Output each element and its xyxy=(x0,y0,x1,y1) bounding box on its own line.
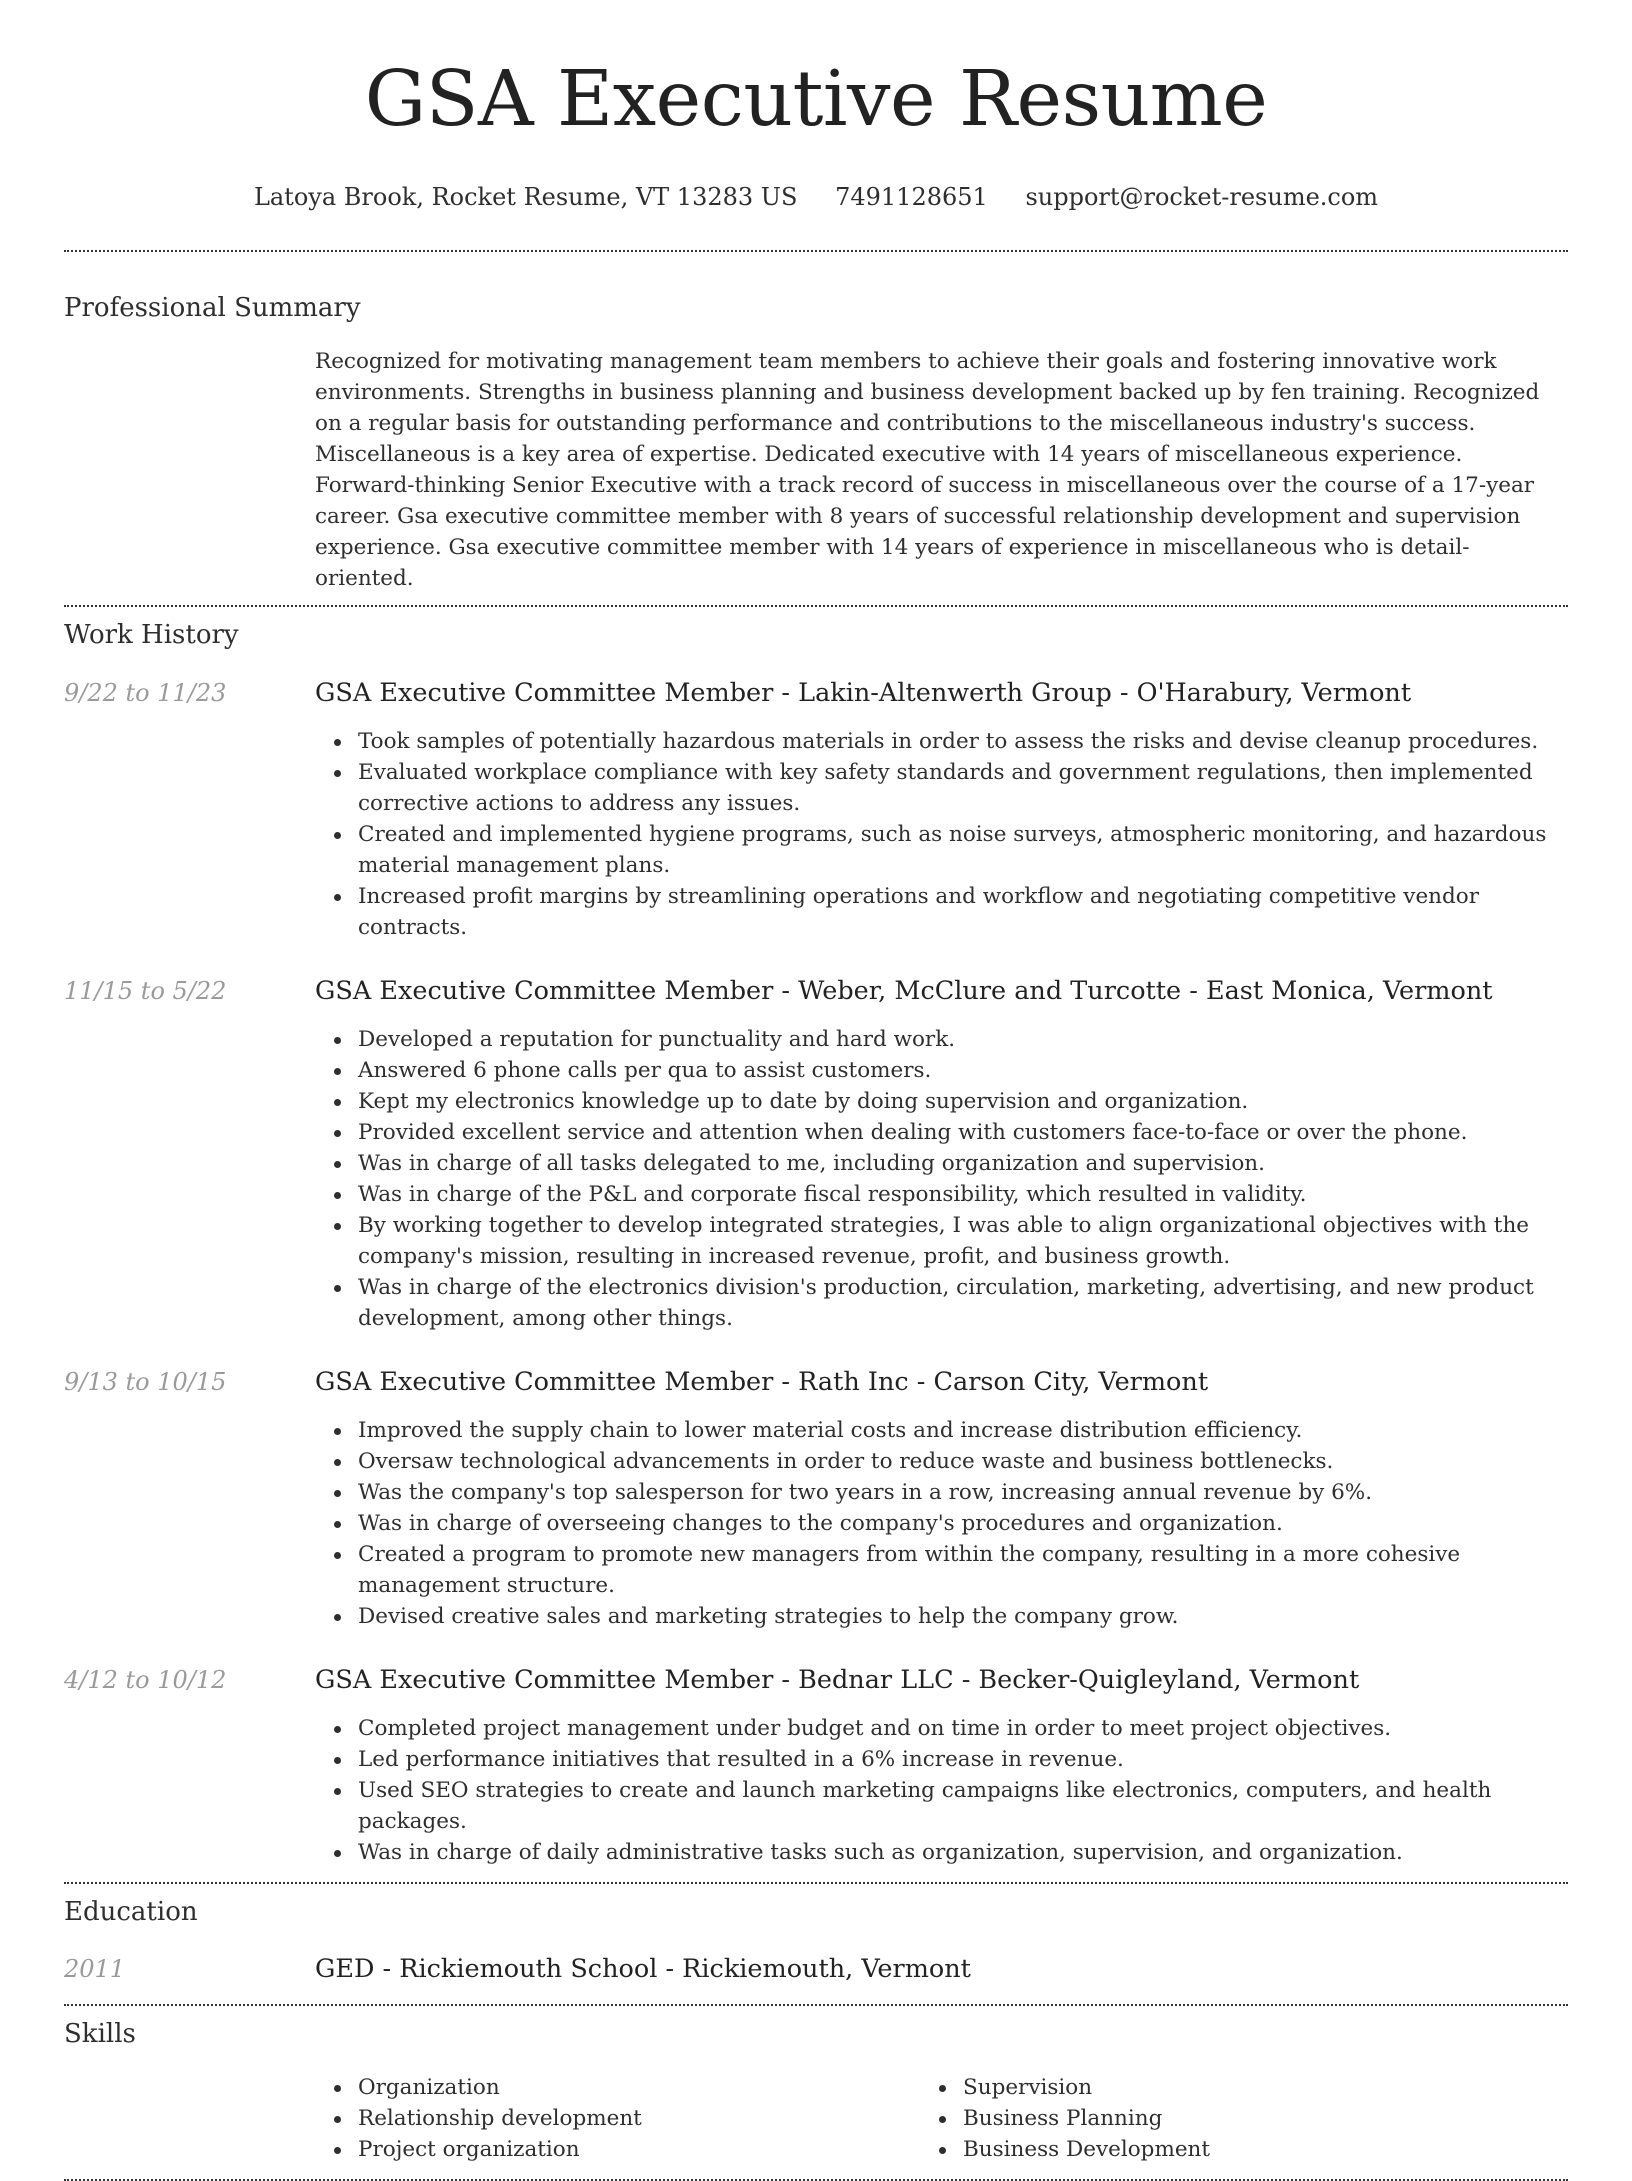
job-bullet: Was in charge of all tasks delegated to me, including organization and supervision. xyxy=(358,1148,1568,1179)
summary-text: Recognized for motivating management team members to achieve their goals and fostering innovative work environments. Strengths in business planning and business development backed up by fen training. Recognized on a regular basis for outstanding performance and contributions to the miscellaneous industry's success. Miscellaneous is a key area of expertise. Dedicated executive with 14 years of miscellaneous experience. Forward-thinking Senior Executive with a track record of success in miscellaneous over the course of a 17-year career. Gsa executive committee member with 8 years of successful relationship development and supervision experience. Gsa executive committee member with 14 years of experience in miscellaneous who is detail-oriented. xyxy=(315,349,1540,591)
job-dates: 9/22 to 11/23 xyxy=(64,679,227,707)
contact-line xyxy=(64,182,1568,212)
education-entry xyxy=(64,1954,1568,1984)
job-bullet: Improved the supply chain to lower material costs and increase distribution efficiency. xyxy=(358,1415,1568,1446)
skills-list xyxy=(358,2072,1568,2165)
section-divider xyxy=(64,605,1568,607)
job-title: GSA Executive Committee Member - Bednar LLC - Becker-Quigleyland, Vermont xyxy=(315,1665,1360,1695)
section-divider xyxy=(64,1882,1568,1884)
job-bullet: Completed project management under budget and on time in order to meet project objectives. xyxy=(358,1713,1568,1744)
skill-item: Project organization xyxy=(358,2134,963,2165)
job-bullet: Increased profit margins by streamlining operations and workflow and negotiating competitive vendor contracts. xyxy=(358,881,1568,943)
job-bullet: Was in charge of overseeing changes to the company's procedures and organization. xyxy=(358,1508,1568,1539)
job-bullet: Led performance initiatives that resulted in a 6% increase in revenue. xyxy=(358,1744,1568,1775)
resume-title: GSA Executive Resume xyxy=(364,55,1268,144)
job-bullets xyxy=(358,1024,1568,1334)
job-bullet: Was in charge of daily administrative tasks such as organization, supervision, and organization. xyxy=(358,1837,1568,1868)
education-detail: GED - Rickiemouth School - Rickiemouth, Vermont xyxy=(315,1954,971,1984)
job-bullet: Developed a reputation for punctuality and hard work. xyxy=(358,1024,1568,1055)
section-title-skills: Skills xyxy=(64,2019,136,2049)
job-bullet: Provided excellent service and attention when dealing with customers face-to-face or over the phone. xyxy=(358,1117,1568,1148)
job-entry xyxy=(64,1665,1568,1868)
job-title: GSA Executive Committee Member - Weber, McClure and Turcotte - East Monica, Vermont xyxy=(315,976,1493,1006)
job-dates: 9/13 to 10/15 xyxy=(64,1368,227,1396)
education-year: 2011 xyxy=(64,1955,126,1983)
job-bullet: Was the company's top salesperson for two years in a row, increasing annual revenue by 6%. xyxy=(358,1477,1568,1508)
skill-item: Organization xyxy=(358,2072,963,2103)
section-title-work-history: Work History xyxy=(64,620,239,650)
skill-item: Business Development xyxy=(963,2134,1568,2165)
section-divider xyxy=(64,2004,1568,2006)
job-bullet: Was in charge of the electronics division's production, circulation, marketing, advertising, and new product development, among other things. xyxy=(358,1272,1568,1334)
section-title-education: Education xyxy=(64,1897,198,1927)
job-entry xyxy=(64,976,1568,1334)
resume-page xyxy=(64,0,1568,2181)
job-bullets xyxy=(358,1415,1568,1632)
job-bullet: Took samples of potentially hazardous materials in order to assess the risks and devise cleanup procedures. xyxy=(358,726,1568,757)
job-bullet: Created and implemented hygiene programs, such as noise surveys, atmospheric monitoring, and hazardous material management plans. xyxy=(358,819,1568,881)
section-title-summary: Professional Summary xyxy=(64,293,361,323)
job-bullet: By working together to develop integrated strategies, I was able to align organizational objectives with the company's mission, resulting in increased revenue, profit, and business growth. xyxy=(358,1210,1568,1272)
job-bullet: Oversaw technological advancements in order to reduce waste and business bottlenecks. xyxy=(358,1446,1568,1477)
job-bullet: Was in charge of the P&L and corporate fiscal responsibility, which resulted in validity. xyxy=(358,1179,1568,1210)
job-title: GSA Executive Committee Member - Rath Inc - Carson City, Vermont xyxy=(315,1367,1209,1397)
skill-item: Supervision xyxy=(963,2072,1568,2103)
job-dates: 11/15 to 5/22 xyxy=(64,977,227,1005)
skills-column-left xyxy=(358,2072,963,2165)
job-bullet: Used SEO strategies to create and launch marketing campaigns like electronics, computers, and health packages. xyxy=(358,1775,1568,1837)
skill-item: Business Planning xyxy=(963,2103,1568,2134)
contact-email: support@rocket-resume.com xyxy=(1025,183,1379,211)
skill-item: Relationship development xyxy=(358,2103,963,2134)
job-dates: 4/12 to 10/12 xyxy=(64,1666,227,1694)
job-bullets xyxy=(358,726,1568,943)
job-bullet: Answered 6 phone calls per qua to assist customers. xyxy=(358,1055,1568,1086)
job-bullet: Kept my electronics knowledge up to date by doing supervision and organization. xyxy=(358,1086,1568,1117)
job-bullet: Created a program to promote new managers from within the company, resulting in a more cohesive management structure. xyxy=(358,1539,1568,1601)
skills-column-right xyxy=(963,2072,1568,2165)
section-divider xyxy=(64,250,1568,252)
contact-phone: 7491128651 xyxy=(835,183,988,211)
job-bullet: Devised creative sales and marketing strategies to help the company grow. xyxy=(358,1601,1568,1632)
contact-address: Latoya Brook, Rocket Resume, VT 13283 US xyxy=(253,183,798,211)
job-bullet: Evaluated workplace compliance with key safety standards and government regulations, then implemented corrective actions to address any issues. xyxy=(358,757,1568,819)
job-entry xyxy=(64,1367,1568,1632)
job-entry xyxy=(64,678,1568,943)
job-title: GSA Executive Committee Member - Lakin-Altenwerth Group - O'Harabury, Vermont xyxy=(315,678,1412,708)
job-bullets xyxy=(358,1713,1568,1868)
